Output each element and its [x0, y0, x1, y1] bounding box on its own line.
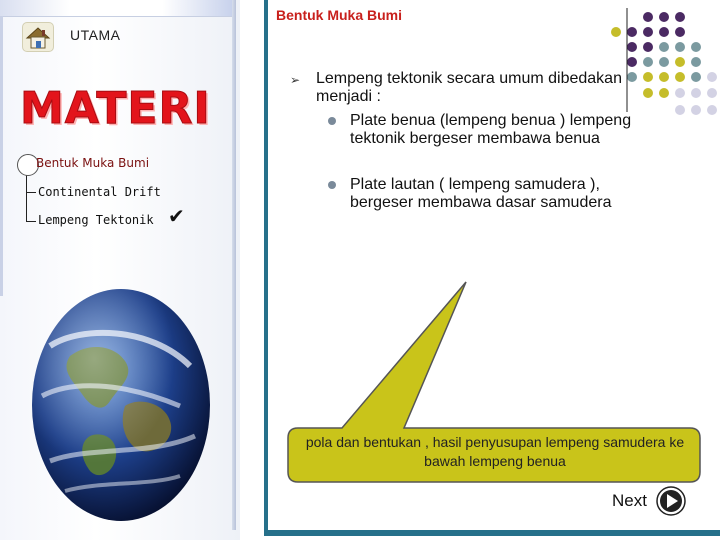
arrowhead-bullet-icon: ➢ [290, 73, 301, 87]
menu-item-continental-drift[interactable]: Continental Drift [38, 185, 161, 199]
checkmark-icon: ✔ [168, 206, 185, 228]
next-label[interactable]: Next [612, 491, 647, 510]
play-circle-icon[interactable] [656, 486, 686, 516]
menu-item-lempeng-tektonik[interactable]: Lempeng Tektonik [38, 213, 154, 227]
main-bullet-text: Lempeng tektonik secara umum dibedakan menjadi : [316, 70, 622, 105]
sub-item-plate-lautan: Plate lautan ( lempeng samudera ), bergeser membawa dasar samudera [350, 176, 612, 211]
callout-text: pola dan bentukan , hasil penyusupan lempeng samudera ke bawah lempeng benua [305, 434, 685, 469]
sub-item-plate-benua: Plate benua (lempeng benua ) lempeng tektonik bergeser membawa benua [350, 112, 632, 147]
section-title: MATERI [20, 83, 211, 134]
slide-title: Bentuk Muka Bumi [276, 7, 403, 23]
menu-item-bentuk-muka-bumi[interactable]: Bentuk Muka Bumi [36, 156, 150, 170]
home-label[interactable]: UTAMA [70, 27, 121, 43]
